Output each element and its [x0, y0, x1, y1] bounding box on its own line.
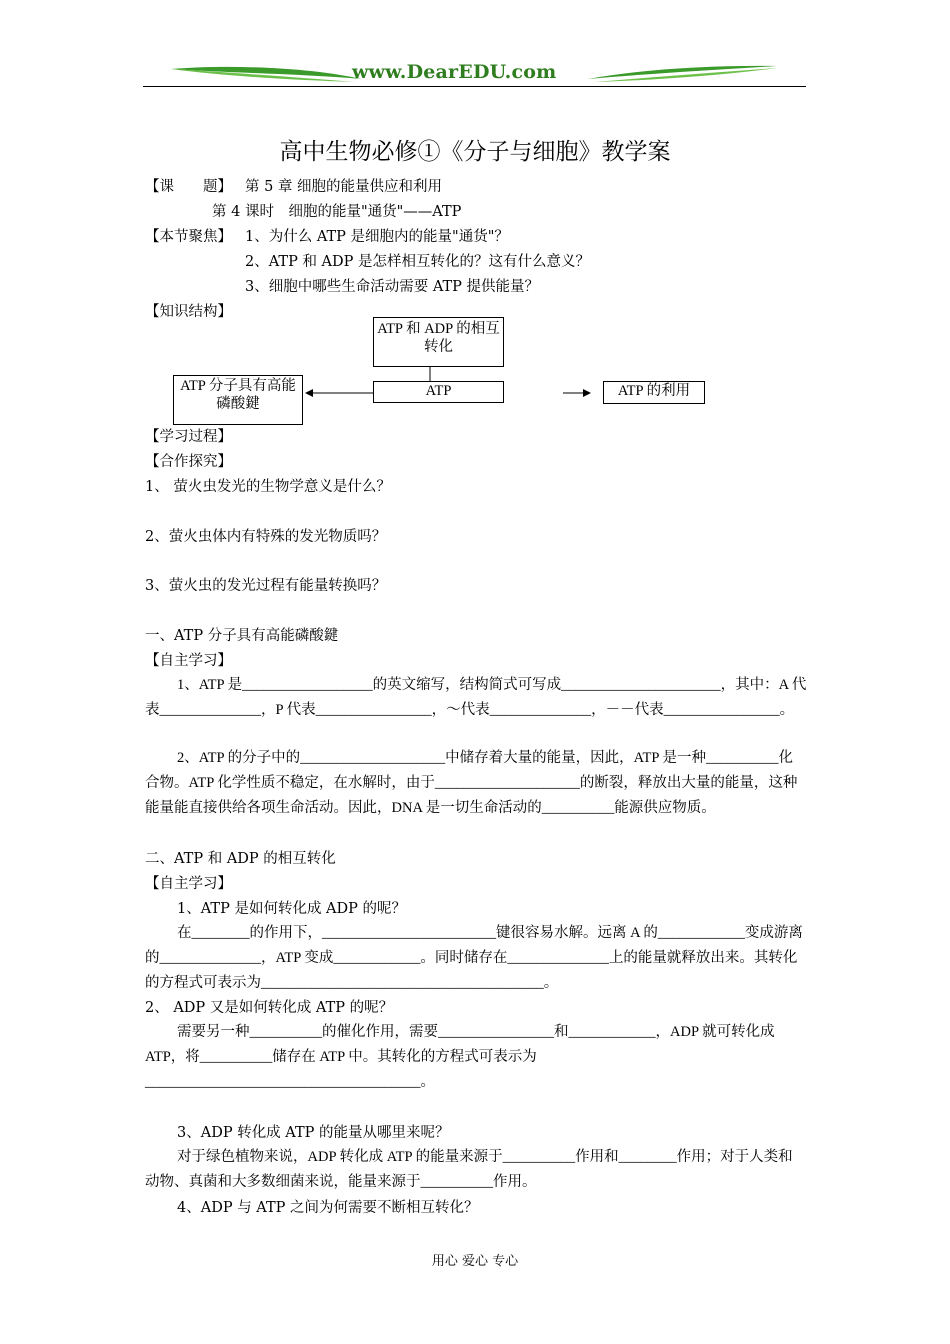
course-chapter: 第 5 章 细胞的能量供应和利用 — [245, 179, 443, 195]
question-3: 3、萤火虫的发光过程有能量转换吗？ — [145, 578, 387, 594]
section2-heading: 二、ATP 和 ADP 的相互转化 — [145, 851, 336, 867]
header-rule — [143, 86, 806, 87]
section1-paragraph-1: 1、ATP 是__________________的英文缩写，结构简式可写成______________________，其中：A 代表______________，P 代表________________，～代表______________，－－代表________________。 — [145, 677, 807, 718]
section2-q2: 2、 ADP 又是如何转化成 ATP 的呢？ — [145, 1000, 394, 1016]
focus-item-1: 1、为什么 ATP 是细胞内的能量"通货"？ — [245, 229, 509, 245]
question-2: 2、萤火虫体内有特殊的发光物质吗？ — [145, 529, 387, 545]
section2-q1: 1、ATP 是如何转化成 ADP 的呢？ — [177, 901, 407, 917]
process-label: 【学习过程】 — [145, 429, 232, 445]
focus-item-3: 3、细胞中哪些生命活动需要 ATP 提供能量？ — [245, 279, 540, 295]
course-label: 【课 题】 — [145, 179, 232, 195]
focus-label: 【本节聚焦】 — [145, 229, 232, 245]
section2-q3: 3、ADP 转化成 ATP 的能量从哪里来呢？ — [177, 1125, 450, 1141]
section2-q3-text: 对于绿色植物来说，ADP 转化成 ATP 的能量来源于__________作用和________作用；对于人类和动物、真菌和大多数细菌来说，能量来源于__________作用。 — [145, 1149, 793, 1190]
site-url: www.DearEDU.com — [352, 61, 557, 83]
box-atp-use: ATP 的利用 — [603, 381, 705, 404]
section1-self-study: 【自主学习】 — [145, 653, 232, 669]
box-atp-adp-conversion: ATP 和 ADP 的相互转化 — [373, 317, 504, 367]
explore-label: 【合作探究】 — [145, 454, 232, 470]
box-atp: ATP — [373, 381, 504, 403]
section2-self-study: 【自主学习】 — [145, 876, 232, 892]
focus-item-2: 2、ATP 和 ADP 是怎样相互转化的？这有什么意义？ — [245, 254, 591, 270]
section2-q1-text: 在________的作用下，________________________键很容易水解。远离 A 的____________变成游离的______________，ATP 变成____________。同时储存在______________上的能量就释放出来。其转化的方程式可表示为_______________________________________。 — [145, 925, 803, 991]
section1-heading: 一、ATP 分子具有高能磷酸鍵 — [145, 628, 339, 644]
section2-q4: 4、ADP 与 ATP 之间为何需要不断相互转化？ — [177, 1200, 479, 1216]
footer-slogan: 用心 爱心 专心 — [431, 1254, 519, 1269]
section1-paragraph-2: 2、ATP 的分子中的____________________中储存着大量的能量，因此，ATP 是一种__________化合物。ATP 化学性质不稳定，在水解时，由于____________________的断裂，释放出大量的能量，这种能量能直接供给各项生命活动。因此，DNA 是一切生命活动的__________能源供应物质。 — [145, 750, 798, 816]
box-high-energy-bond: ATP 分子具有高能磷酸鍵 — [173, 375, 303, 425]
question-1: 1、 萤火虫发光的生物学意义是什么？ — [145, 479, 391, 495]
structure-label: 【知识结构】 — [145, 304, 232, 320]
section2-q2-text: 需要另一种__________的催化作用，需要________________和____________，ADP 就可转化成 ATP，将__________储存在 ATP 中。其转化的方程式可表示为______________________________________。 — [145, 1024, 775, 1090]
page-title: 高中生物必修①《分子与细胞》教学案 — [279, 139, 671, 165]
course-lesson: 第 4 课时 细胞的能量"通货"——ATP — [212, 204, 462, 220]
